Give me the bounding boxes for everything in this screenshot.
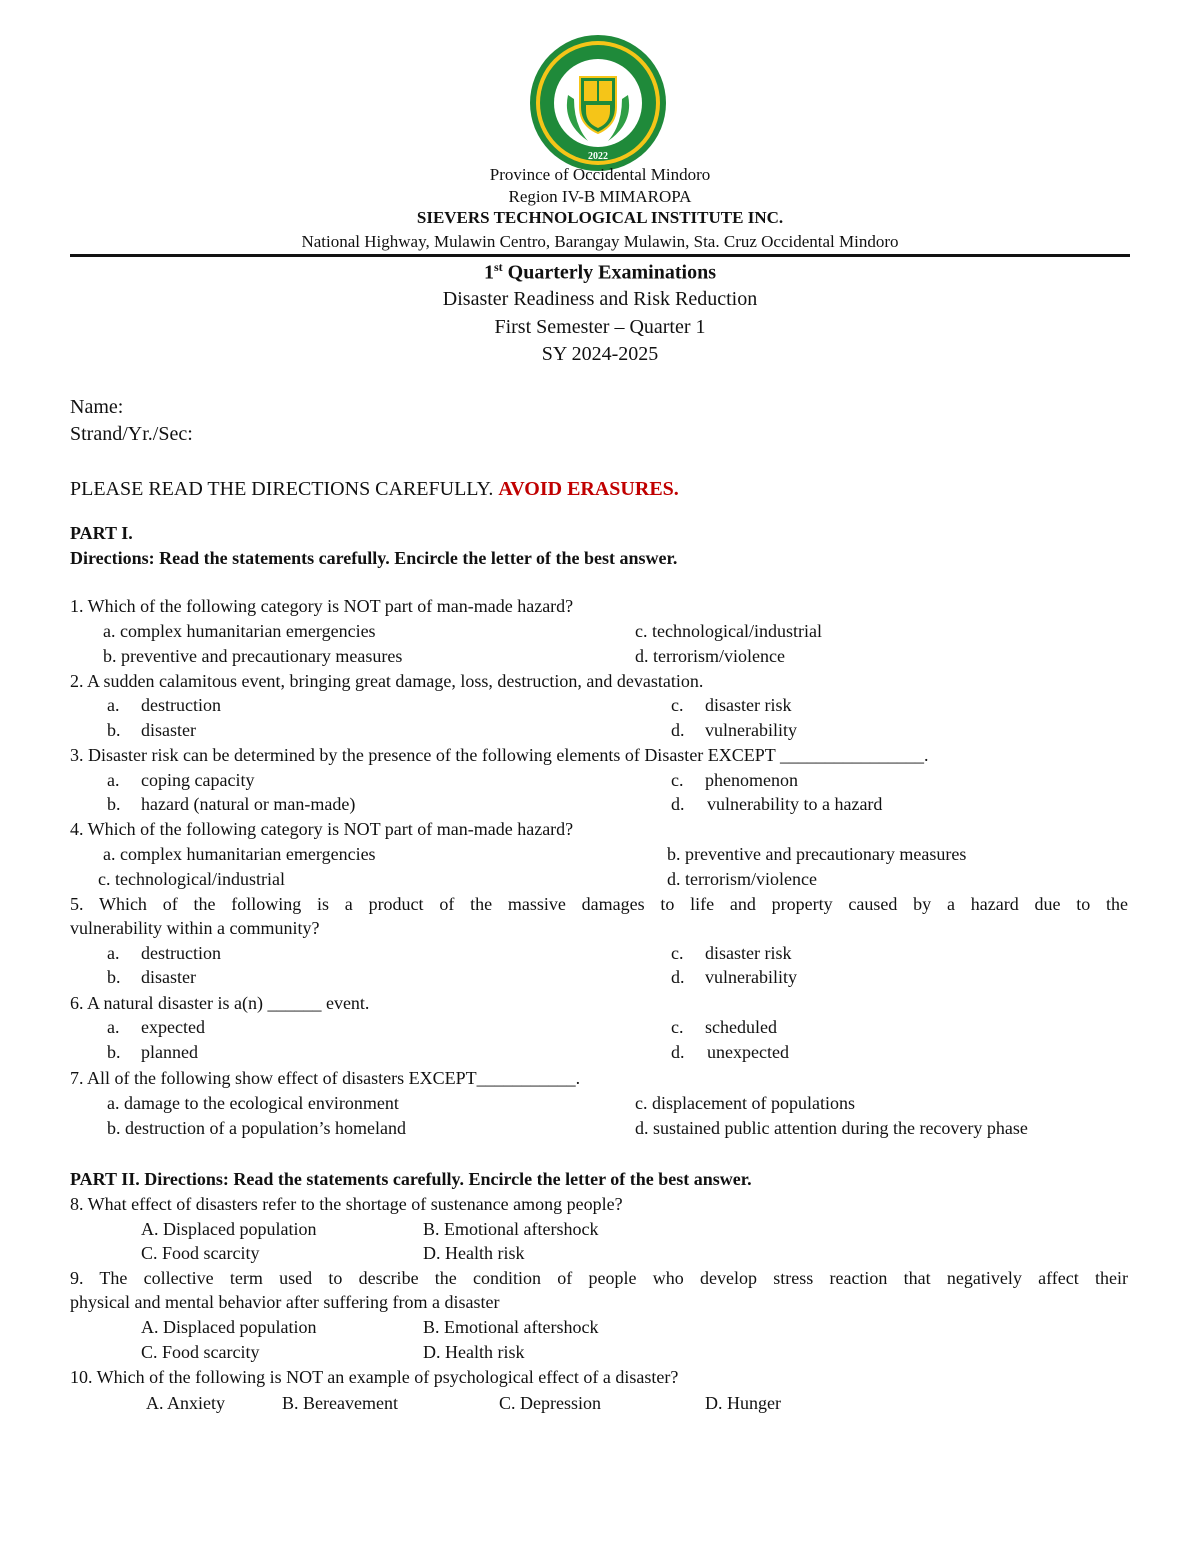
part2-title: PART II. Directions: Read the statements carefully. Encircle the letter of the best answer.: [70, 1169, 752, 1189]
term-title: First Semester – Quarter 1: [494, 316, 706, 338]
question-1: 1. Which of the following category is NOT part of man-made hazard?: [70, 596, 574, 616]
q3-option-a: coping capacity: [141, 770, 255, 790]
q1-option-d: d. terrorism/violence: [635, 646, 785, 666]
header-divider: [70, 254, 1130, 257]
avoid-erasures-warning: AVOID ERASURES.: [498, 478, 679, 500]
question-7: 7. All of the following show effect of disasters EXCEPT___________.: [70, 1068, 581, 1088]
q7-option-a: a. damage to the ecological environment: [107, 1093, 399, 1113]
q6-option-b-letter: b.: [107, 1042, 121, 1062]
q5-option-c-letter: c.: [671, 943, 684, 963]
q3-option-c-letter: c.: [671, 770, 684, 790]
q4-option-a: a. complex humanitarian emergencies: [103, 844, 376, 864]
question-5-line2: vulnerability within a community?: [70, 918, 320, 938]
q6-option-b: planned: [141, 1042, 198, 1062]
q7-option-b: b. destruction of a population’s homeland: [107, 1118, 406, 1138]
q4-option-b: b. preventive and precautionary measures: [667, 844, 967, 864]
q4-option-c: c. technological/industrial: [98, 869, 285, 889]
q3-option-b-letter: b.: [107, 794, 121, 814]
q5-option-d: vulnerability: [705, 967, 797, 987]
q3-option-c: phenomenon: [705, 770, 798, 790]
question-10: 10. Which of the following is NOT an example of psychological effect of a disaster?: [70, 1367, 679, 1387]
svg-text:2022: 2022: [588, 151, 608, 162]
q2-option-a-letter: a.: [107, 695, 120, 715]
question-9-line2: physical and mental behavior after suffering from a disaster: [70, 1292, 500, 1312]
q1-option-a: a. complex humanitarian emergencies: [103, 621, 376, 641]
q10-option-b: B. Bereavement: [282, 1393, 398, 1413]
notice-text: PLEASE READ THE DIRECTIONS CAREFULLY.: [70, 478, 499, 500]
q5-option-a: destruction: [141, 943, 221, 963]
q2-option-d: vulnerability: [705, 720, 797, 740]
q2-option-c-letter: c.: [671, 695, 684, 715]
question-4: 4. Which of the following category is NOT part of man-made hazard?: [70, 819, 574, 839]
q5-option-d-letter: d.: [671, 967, 685, 987]
q5-option-b-letter: b.: [107, 967, 121, 987]
q1-option-c: c. technological/industrial: [635, 621, 822, 641]
q2-option-d-letter: d.: [671, 720, 685, 740]
q6-option-a: expected: [141, 1017, 205, 1037]
q8-option-d: D. Health risk: [423, 1243, 525, 1263]
q7-option-d: d. sustained public attention during the recovery phase: [635, 1118, 1028, 1138]
question-3: 3. Disaster risk can be determined by the presence of the following elements of Disaster EXCEPT ________________.: [70, 745, 929, 765]
q6-option-c: scheduled: [705, 1017, 777, 1037]
q10-option-d: D. Hunger: [705, 1393, 781, 1413]
question-2: 2. A sudden calamitous event, bringing great damage, loss, destruction, and devastation.: [70, 671, 704, 691]
q10-option-a: A. Anxiety: [146, 1393, 225, 1413]
school-address: National Highway, Mulawin Centro, Barangay Mulawin, Sta. Cruz Occidental Mindoro: [301, 232, 899, 251]
subject-title: Disaster Readiness and Risk Reduction: [442, 288, 758, 310]
q6-option-d: unexpected: [707, 1042, 789, 1062]
q9-option-a: A. Displaced population: [141, 1317, 317, 1337]
q7-option-c: c. displacement of populations: [635, 1093, 855, 1113]
question-6: 6. A natural disaster is a(n) ______ event.: [70, 993, 370, 1013]
school-name: SIEVERS TECHNOLOGICAL INSTITUTE INC.: [416, 208, 784, 227]
q8-option-a: A. Displaced population: [141, 1219, 317, 1239]
q4-option-d: d. terrorism/violence: [667, 869, 817, 889]
q6-option-c-letter: c.: [671, 1017, 684, 1037]
exam-title: 1st Quarterly Examinations: [483, 260, 716, 284]
region-line: Region IV-B MIMAROPA: [508, 187, 692, 206]
q1-option-b: b. preventive and precautionary measures: [103, 646, 403, 666]
q3-option-d: vulnerability to a hazard: [707, 794, 883, 814]
question-5-line1: 5. Which of the following is a product of the massive damages to life and property caused by a hazard due to the: [70, 894, 1128, 914]
school-year: SY 2024-2025: [541, 343, 659, 365]
q9-option-c: C. Food scarcity: [141, 1342, 260, 1362]
part1-title: PART I.: [70, 523, 133, 543]
q9-option-b: B. Emotional aftershock: [423, 1317, 599, 1337]
q3-option-a-letter: a.: [107, 770, 120, 790]
q8-option-b: B. Emotional aftershock: [423, 1219, 599, 1239]
school-seal-logo: [528, 33, 668, 173]
q10-option-c: C. Depression: [499, 1393, 601, 1413]
name-label: Name:: [70, 396, 124, 418]
q3-option-b: hazard (natural or man-made): [141, 794, 356, 814]
q6-option-d-letter: d.: [671, 1042, 685, 1062]
directions-notice: [70, 478, 679, 501]
q8-option-c: C. Food scarcity: [141, 1243, 260, 1263]
q2-option-c: disaster risk: [705, 695, 792, 715]
q5-option-a-letter: a.: [107, 943, 120, 963]
q6-option-a-letter: a.: [107, 1017, 120, 1037]
province-line: Province of Occidental Mindoro: [489, 165, 711, 184]
q2-option-b: disaster: [141, 720, 196, 740]
q2-option-a: destruction: [141, 695, 221, 715]
strand-label: Strand/Yr./Sec:: [70, 423, 193, 445]
q9-option-d: D. Health risk: [423, 1342, 525, 1362]
part1-directions: Directions: Read the statements carefully. Encircle the letter of the best answer.: [70, 548, 678, 568]
q5-option-b: disaster: [141, 967, 196, 987]
q3-option-d-letter: d.: [671, 794, 685, 814]
q2-option-b-letter: b.: [107, 720, 121, 740]
q5-option-c: disaster risk: [705, 943, 792, 963]
question-8: 8. What effect of disasters refer to the shortage of sustenance among people?: [70, 1194, 623, 1214]
question-9-line1: 9. The collective term used to describe the condition of people who develop stress reaction that negatively affect their: [70, 1268, 1128, 1288]
